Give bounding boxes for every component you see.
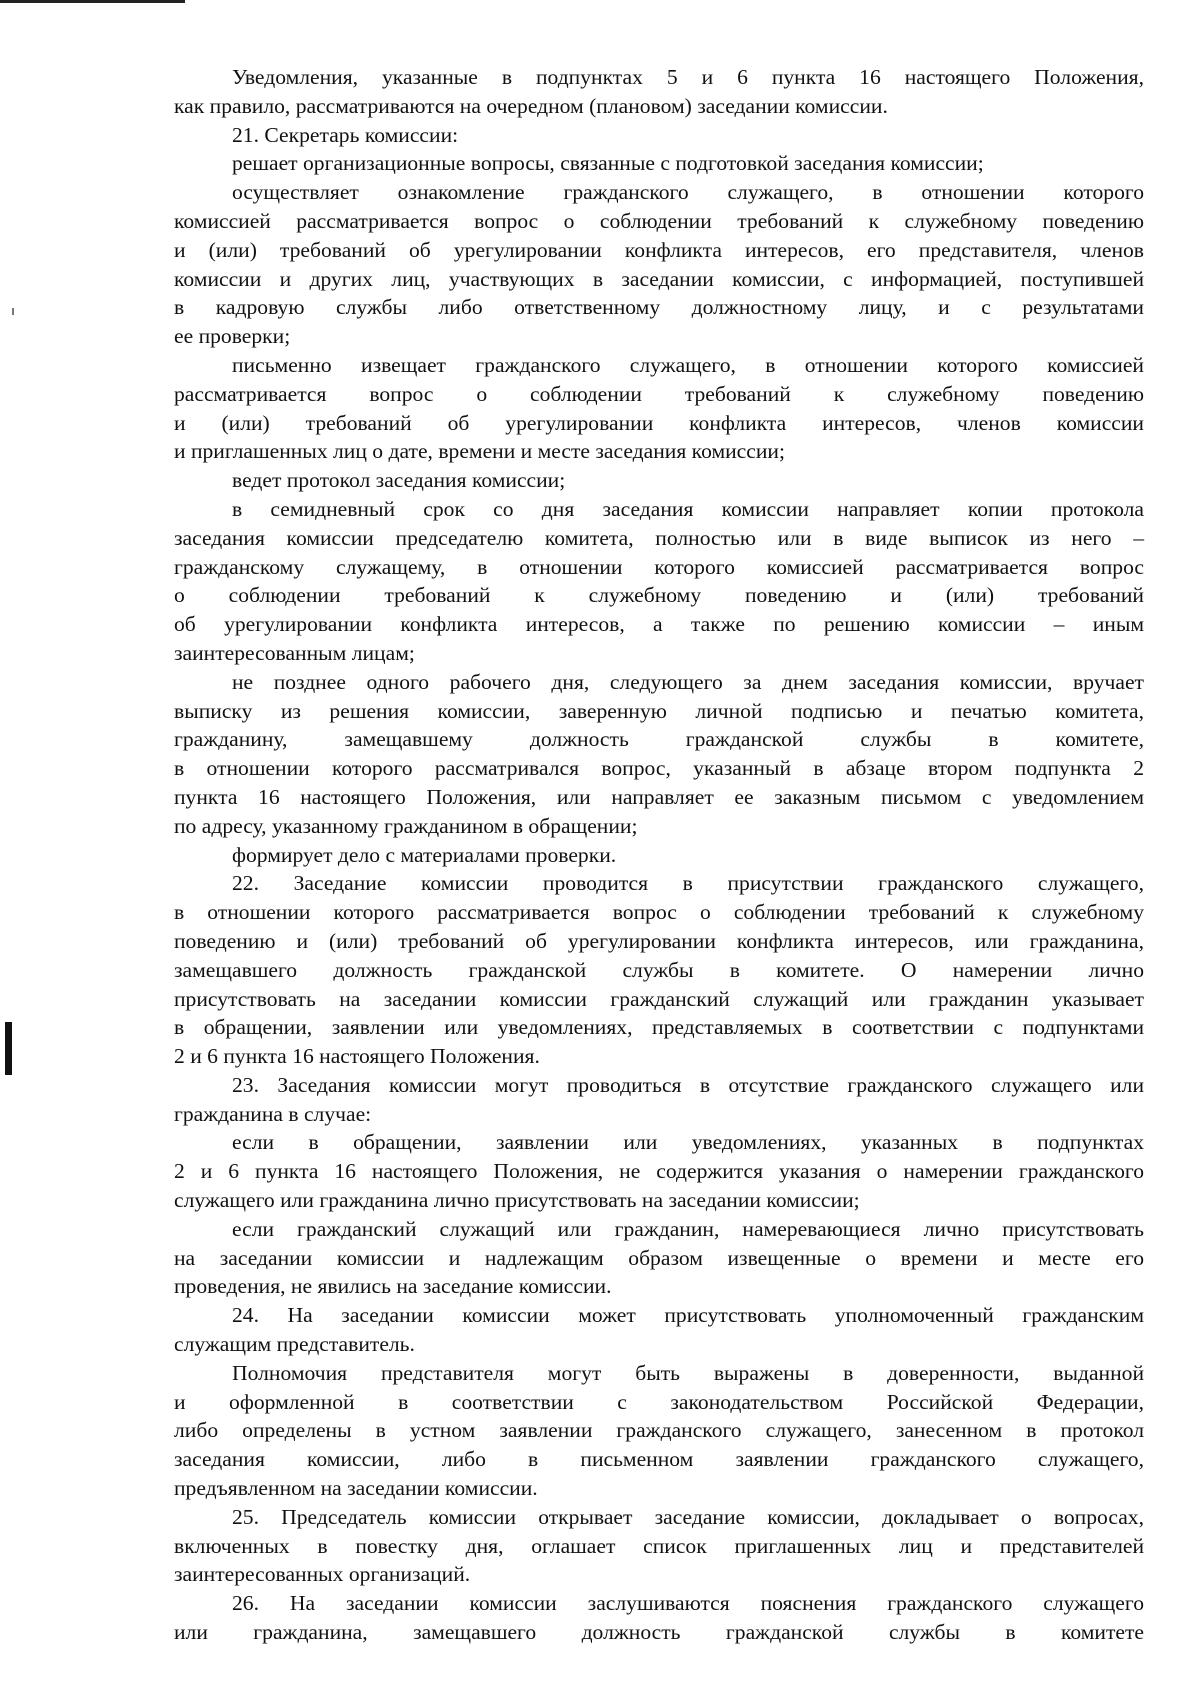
text-line: Уведомления, указанные в подпунктах 5 и 6 пункта 16 настоящего Положения, [232,65,1144,89]
text-line: заинтересованных организаций. [174,1562,471,1587]
scan-margin-bar [5,1022,12,1075]
text-line: как правило, рассматриваются на очередном (плановом) заседании комиссии. [174,93,888,118]
text-line: комиссией рассматривается вопрос о соблюдении требований к служебному поведению [174,208,1144,233]
section-heading: 25. Председатель комиссии открывает заседание комиссии, докладывает о вопросах, [232,1504,1144,1529]
section-heading: 21. Секретарь комиссии: [232,122,459,147]
text-line: о соблюдении требований к служебному поведению и (или) требований [174,583,1144,608]
text-line: 2 и 6 пункта 16 настоящего Положения, не содержится указания о намерении гражданского [174,1159,1144,1184]
text-line: если гражданский служащий или гражданин, намеревающиеся лично присутствовать [232,1216,1144,1241]
text-line: поведению и (или) требований об урегулировании конфликта интересов, или гражданина, [174,928,1144,953]
text-line: заседания комиссии, либо в письменном заявлении гражданского служащего, [174,1447,1144,1472]
text-line: 2 и 6 пункта 16 настоящего Положения. [174,1044,540,1069]
text-line: в обращении, заявлении или уведомлениях, представляемых в соответствии с подпунктами [174,1015,1144,1040]
text-line: заседания комиссии председателю комитета, полностью или в виде выписок из него – [174,525,1144,550]
text-line: в отношении которого рассматривался вопрос, указанный в абзаце втором подпункта 2 [174,756,1144,781]
text-line: письменно извещает гражданского служащего, в отношении которого комиссией [232,352,1144,377]
scan-speck [12,308,14,315]
text-line: служащим представитель. [174,1332,415,1357]
text-line: или гражданина, замещавшего должность гражданской службы в комитете [174,1620,1144,1645]
text-line: ведет протокол заседания комиссии; [232,468,566,493]
text-line: служащего или гражданина лично присутствовать на заседании комиссии; [174,1188,860,1213]
text-line: заинтересованным лицам; [174,640,415,665]
text-line: в отношении которого рассматривается вопрос о соблюдении требований к служебному [174,900,1144,925]
text-line: ее проверки; [174,324,291,349]
text-line: и приглашенных лиц о дате, времени и месте заседания комиссии; [174,439,785,464]
text-line: по адресу, указанному гражданином в обращении; [174,813,638,838]
text-line: если в обращении, заявлении или уведомлениях, указанных в подпунктах [232,1130,1144,1155]
section-heading: 26. На заседании комиссии заслушиваются пояснения гражданского служащего [232,1591,1144,1616]
text-line: включенных в повестку дня, оглашает список приглашенных лиц и представителей [174,1533,1144,1558]
text-line: либо определены в устном заявлении гражданского служащего, занесенном в протокол [174,1418,1144,1443]
text-line: об урегулировании конфликта интересов, а также по решению комиссии – иным [174,612,1144,637]
text-line: в семидневный срок со дня заседания комиссии направляет копии протокола [232,496,1144,521]
scan-edge-mark [0,0,185,3]
text-line: гражданскому служащему, в отношении которого комиссией рассматривается вопрос [174,554,1144,579]
text-line: не позднее одного рабочего дня, следующего за днем заседания комиссии, вручает [232,669,1144,694]
text-line: гражданина в случае: [174,1101,372,1126]
text-line: гражданину, замещавшему должность гражданской службы в комитете, [174,727,1144,752]
text-line: выписку из решения комиссии, заверенную личной подписью и печатью комитета, [174,698,1144,723]
text-line: и оформленной в соответствии с законодательством Российской Федерации, [174,1389,1144,1414]
section-heading: 22. Заседание комиссии проводится в присутствии гражданского служащего, [232,871,1144,896]
document-body [174,63,1144,1647]
text-line: в кадровую службы либо ответственному должностному лицу, и с результатами [174,295,1144,320]
text-line: решает организационные вопросы, связанные с подготовкой заседания комиссии; [232,151,984,176]
text-line: рассматривается вопрос о соблюдении требований к служебному поведению [174,381,1144,406]
text-line: осуществляет ознакомление гражданского служащего, в отношении которого [232,180,1144,205]
section-heading: 24. На заседании комиссии может присутствовать уполномоченный гражданским [232,1303,1144,1328]
text-line: проведения, не явились на заседание комиссии. [174,1274,612,1299]
text-line: замещавшего должность гражданской службы в комитете. О намерении лично [174,957,1144,982]
text-line: и (или) требований об урегулировании конфликта интересов, членов комиссии [174,410,1144,435]
text-line: Полномочия представителя могут быть выражены в доверенности, выданной [232,1360,1144,1385]
text-line: пункта 16 настоящего Положения, или направляет ее заказным письмом с уведомлением [174,784,1144,809]
section-heading: 23. Заседания комиссии могут проводиться в отсутствие гражданского служащего или [232,1072,1144,1097]
text-line: предъявленном на заседании комиссии. [174,1476,538,1501]
text-line: комиссии и других лиц, участвующих в заседании комиссии, с информацией, поступившей [174,266,1144,291]
text-line: и (или) требований об урегулировании конфликта интересов, его представителя, членов [174,237,1144,262]
text-line: присутствовать на заседании комиссии гражданский служащий или гражданин указывает [174,986,1144,1011]
text-line: формирует дело с материалами проверки. [232,842,617,867]
text-line: на заседании комиссии и надлежащим образом извещенные о времени и месте его [174,1245,1144,1270]
